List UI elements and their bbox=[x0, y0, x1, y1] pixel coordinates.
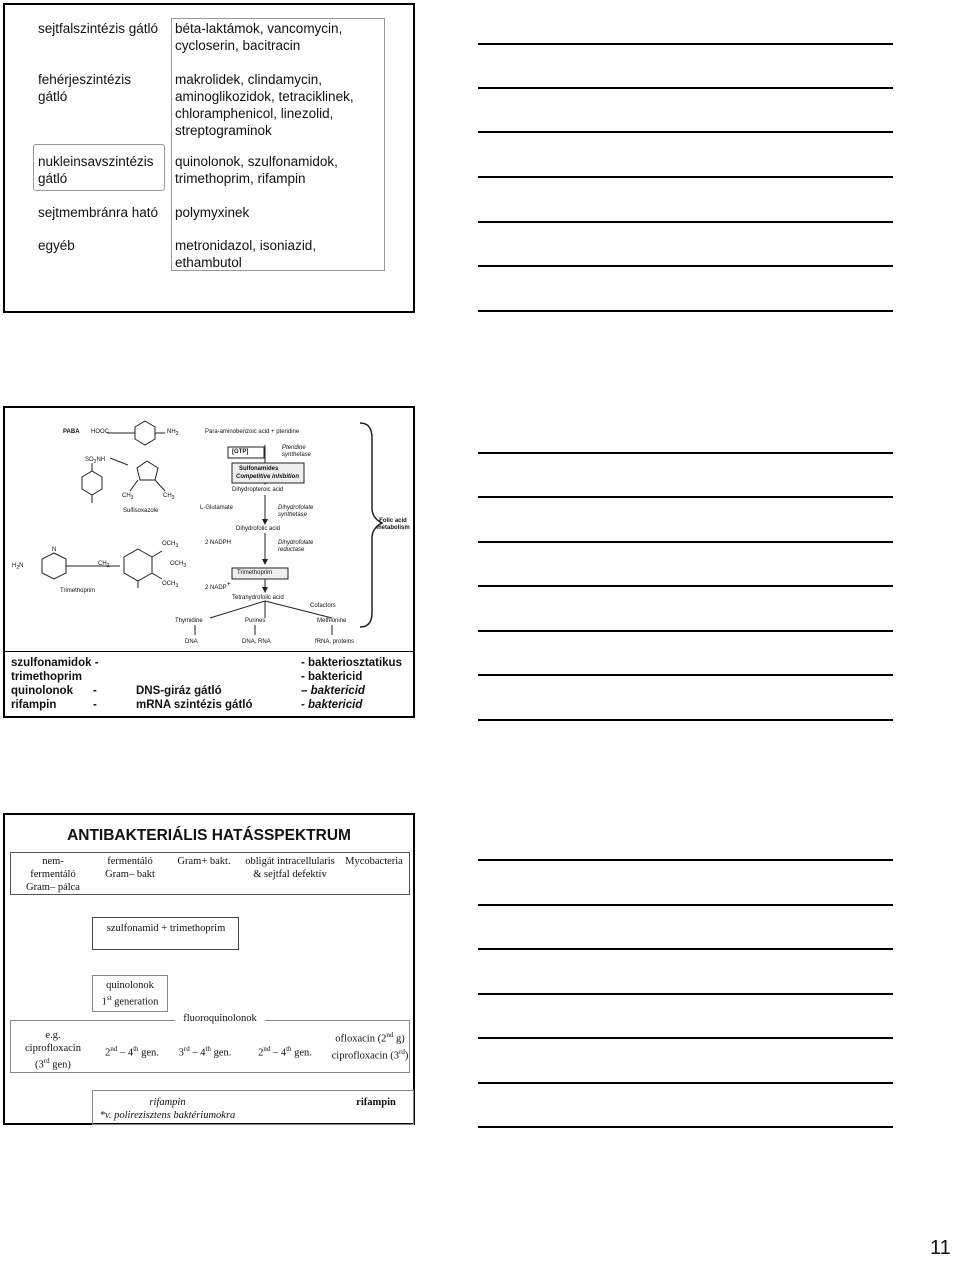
quinolonok-label: quinolonok 1st generation bbox=[101, 980, 159, 1008]
trimethoprim-box-label: Trimethoprim bbox=[237, 570, 273, 576]
purines-label: Purines bbox=[245, 618, 266, 624]
note-line bbox=[478, 993, 893, 995]
competitive-label: Competitive inhibition bbox=[236, 474, 299, 480]
agents-box bbox=[171, 18, 385, 271]
row3-dash: - bbox=[93, 685, 97, 697]
hooc-label: HOOC bbox=[91, 429, 109, 435]
agents-cell-wall: béta-laktámok, vancomycin, cycloserin, bacitracin bbox=[175, 21, 343, 53]
rifampin-bold: rifampin bbox=[356, 1097, 396, 1108]
note-line bbox=[478, 221, 893, 223]
note-line bbox=[478, 1037, 893, 1039]
header-nonferm: nem-fermentáló Gram– pálca bbox=[26, 856, 80, 893]
header-grampos: Gram+ bakt. bbox=[177, 856, 231, 867]
note-line bbox=[478, 310, 893, 312]
trimethoprim-struct-label: Trimethoprim bbox=[60, 588, 96, 594]
slide-folate-pathway bbox=[3, 406, 415, 718]
dihydrofolate-red-label: Dihydrofolate reductase bbox=[278, 540, 314, 553]
nh2-label: $NH_2$ bbox=[167, 429, 179, 438]
dihydrofolate-synth-label: Dihydrofolate synthetase bbox=[278, 505, 314, 518]
dna-label: DNA bbox=[185, 639, 198, 645]
row1-effect: - bakteriosztatikus bbox=[301, 657, 402, 669]
header-ferm: fermentáló Gram– bakt bbox=[105, 856, 155, 880]
rifampin-note: *v. polirezisztens baktériumokra bbox=[99, 1110, 236, 1121]
sulfonamid-label: szulfonamid + trimethoprim bbox=[106, 923, 226, 934]
row3-drug: quinolonok bbox=[11, 685, 73, 697]
gtp-label: [GTP] bbox=[232, 449, 249, 455]
note-line bbox=[478, 43, 893, 45]
note-line bbox=[478, 131, 893, 133]
methionine-label: Methionine bbox=[317, 618, 347, 624]
cofactors-label: Cofactors bbox=[310, 603, 336, 609]
folate-diagram bbox=[10, 413, 408, 649]
eg-cipro: e.g. ciprofloxacin (3rd gen) bbox=[25, 1030, 81, 1071]
note-line bbox=[478, 176, 893, 178]
dihydropteroic-label: Dihydropteroic acid bbox=[232, 487, 284, 493]
row4-dash: - bbox=[93, 699, 97, 711]
ch3b-label: $CH_3$ bbox=[163, 493, 175, 502]
category-cell-wall: sejtfalszintézis gátló bbox=[38, 21, 159, 36]
category-membrane: sejtmembránra ható bbox=[38, 205, 159, 220]
rifampin-italic: rifampin bbox=[149, 1097, 186, 1108]
row4-drug: rifampin bbox=[11, 699, 57, 711]
trna-label: fRNA, proteins bbox=[315, 639, 355, 645]
sulfonamides-label: Sulfonamides bbox=[239, 466, 279, 472]
pteridine-label: Pteridine synthetase bbox=[282, 445, 312, 458]
agents-protein: makrolidek, clindamycin, aminoglikozidok, tetraciklinek, chloramphenicol, linezolid, streptograminok bbox=[175, 72, 354, 138]
sulfisoxazole-label: Sulfisoxazole bbox=[123, 508, 159, 514]
h2n-label: $H_2N$ bbox=[12, 563, 24, 572]
note-line bbox=[478, 948, 893, 950]
folic-label: Folic acid metabolism bbox=[376, 518, 410, 531]
och3a-label: $OCH_3$ bbox=[162, 541, 179, 550]
note-line bbox=[478, 859, 893, 861]
note-line bbox=[478, 87, 893, 89]
gen-a: 2nd – 4th gen. bbox=[105, 1045, 159, 1059]
och3b-label: $OCH_3$ bbox=[170, 561, 187, 570]
row2-drug: trimethoprim bbox=[11, 671, 82, 683]
gen-b: 3rd – 4th gen. bbox=[178, 1045, 232, 1059]
note-line bbox=[478, 265, 893, 267]
slide-spectrum bbox=[3, 813, 415, 1125]
row4-effect: - baktericid bbox=[301, 699, 363, 711]
row2-effect: - baktericid bbox=[301, 671, 363, 683]
gen-c: 2nd – 4th gen. bbox=[258, 1045, 312, 1059]
category-other: egyéb bbox=[38, 238, 75, 253]
n-label: N bbox=[52, 547, 57, 553]
nadp-label: 2 NADP+ bbox=[205, 581, 231, 591]
agents-membrane: polymyxinek bbox=[175, 205, 250, 220]
note-line bbox=[478, 1126, 893, 1128]
row3-effect: – baktericid bbox=[301, 685, 365, 697]
note-line bbox=[478, 541, 893, 543]
fluoro-label: fluoroquinolonok bbox=[175, 1012, 265, 1025]
row3-target: DNS-giráz gátló bbox=[136, 685, 222, 697]
ch3a-label: $CH_3$ bbox=[122, 493, 134, 502]
category-nucleic: nukleinsavszintézis gátló bbox=[38, 154, 154, 186]
note-line bbox=[478, 452, 893, 454]
diagram-lines bbox=[10, 413, 408, 649]
header-intracellular: obligát intracellularis & sejtfal defektív bbox=[245, 856, 335, 880]
spectrum-title: ANTIBAKTERIÁLIS HATÁSSPEKTRUM bbox=[67, 827, 351, 844]
agents-nucleic: quinolonok, szulfonamidok, trimethoprim, rifampin bbox=[175, 154, 338, 186]
note-line bbox=[478, 719, 893, 721]
row1-drug: szulfonamidok - bbox=[11, 657, 99, 669]
so2nh-label: $SO_2NH$ bbox=[85, 457, 106, 466]
ch2-label: $CH_2$ bbox=[98, 561, 110, 570]
note-line bbox=[478, 904, 893, 906]
note-line bbox=[478, 630, 893, 632]
tetrahydrofolic-label: Tetrahydrofolic acid bbox=[232, 595, 284, 601]
para-label: Para-aminobenzoic acid + pteridine bbox=[205, 429, 300, 435]
drug-effect-table bbox=[5, 651, 413, 717]
note-line bbox=[478, 496, 893, 498]
note-line bbox=[478, 585, 893, 587]
slide-antibiotic-classes bbox=[3, 3, 415, 313]
note-line bbox=[478, 674, 893, 676]
header-myco: Mycobacteria bbox=[345, 856, 403, 867]
category-protein: fehérjeszintézis gátló bbox=[38, 72, 132, 104]
dnarna-label: DNA, RNA bbox=[242, 639, 271, 645]
agents-other: metronidazol, isoniazid, ethambutol bbox=[175, 238, 317, 270]
lglutamate-label: L-Glutamate bbox=[200, 505, 234, 511]
ofloxacin-label: ofloxacin (2nd g) ciprofloxacin (3rd) bbox=[331, 1031, 409, 1061]
och3c-label: $OCH_3$ bbox=[162, 581, 179, 590]
row4-target: mRNA szintézis gátló bbox=[136, 699, 253, 711]
thymidine-label: Thymidine bbox=[175, 618, 203, 624]
note-line bbox=[478, 1082, 893, 1084]
paba-label: PABA bbox=[63, 429, 80, 435]
nadph-label: 2 NADPH bbox=[205, 540, 232, 546]
dihydrofolic-label: Dihydrofolic acid bbox=[236, 526, 281, 532]
page-number: 11 bbox=[930, 1237, 951, 1259]
